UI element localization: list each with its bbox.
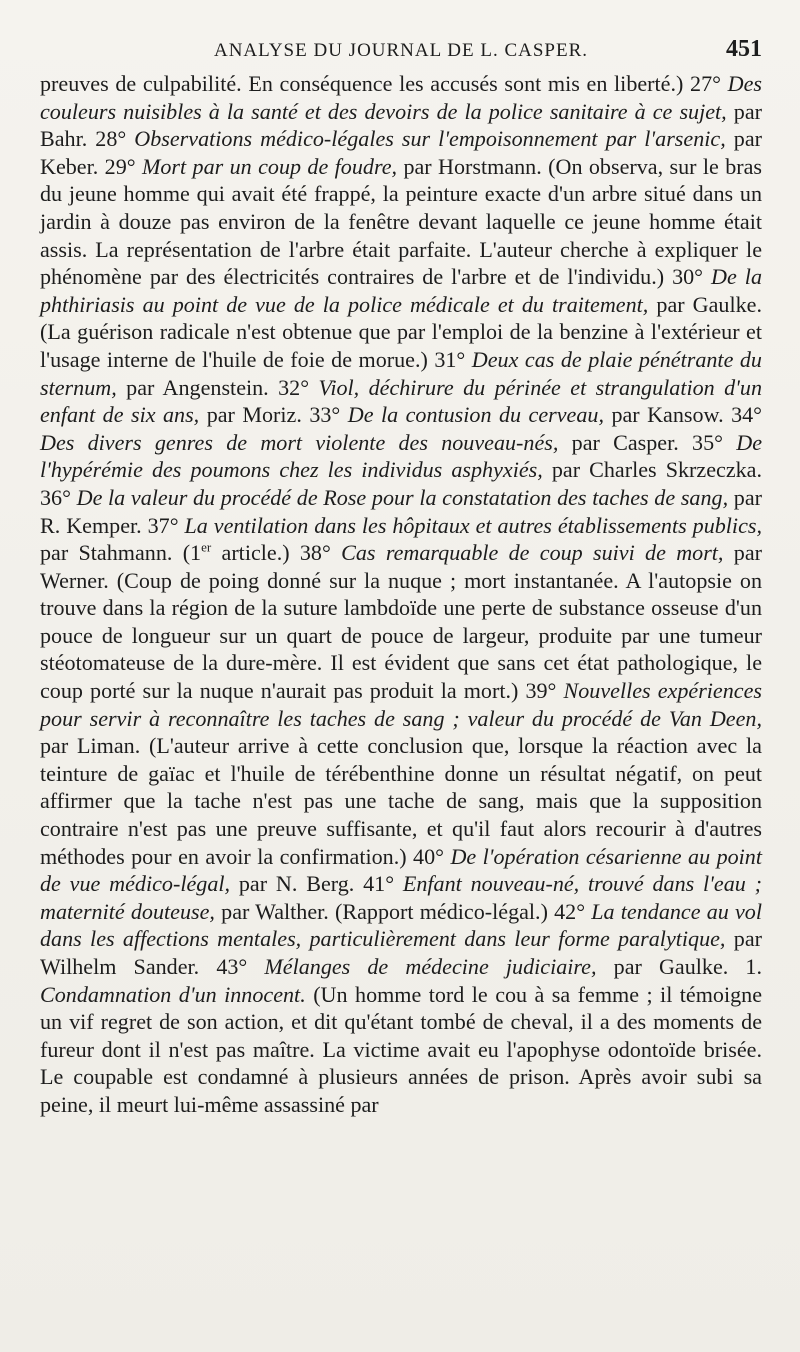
article-title: La tendance au vol dans les affections mentales, particulièrement dans leur forme paralytique, [40,898,762,952]
article-title: De l'hypérémie des poumons chez les individus asphyxiés, [40,429,762,483]
article-title: Mélanges de médecine judiciaire, [264,954,597,979]
text-run: par Gaulke. (La guérison radicale n'est obtenue que par l'emploi de la benzine à l'extérieur et l'usage interne de l'huile de foie de morue.) 31° [40,291,762,372]
text-run: article.) 38° [211,540,331,566]
article-title: Cas remarquable de coup suivi de mort, [341,540,724,566]
body-text [40,70,762,1119]
text-run: par N. Berg. 41° [238,871,395,897]
running-header [40,30,762,70]
text-run: par Keber. 29° [40,126,762,179]
text-run: par Werner. (Coup de poing donné sur la nuque ; mort instantanée. A l'autopsie on trouve dans la région de la suture lambdoïde une perte de substance osseuse d'un pouce de longueur sur un quart de pouce de largeur, produite par une tumeur stéotomateuse de la dure-mère. Il est évident que sans cet état pathologique, le coup porté sur la nuque n'aurait pas produit la mort.) 39° [40,540,762,704]
text-run: par Gaulke. 1. [613,954,762,979]
article-title: De la contusion du cerveau, [347,402,604,428]
text-run: preuves de culpabilité. En conséquence les accusés sont mis en liberté.) 27° [40,71,721,96]
article-title: Des couleurs nuisibles à la santé et des devoirs de la police sanitaire à ce sujet, [40,71,762,124]
article-title: Condamnation d'un innocent. [40,981,306,1007]
text-run: par Wilhelm Sander. 43° [40,926,762,979]
article-title: Enfant nouveau-né, trouvé dans l'eau ; maternité douteuse, [40,871,762,924]
text-run: par Casper. 35° [571,429,723,455]
text-run: par Walther. (Rapport médico-légal.) 42° [221,898,586,924]
text-run: (Un homme tord le cou à sa femme ; il témoigne un vif regret de son action, et dit qu'étant tombé de cheval, il a des moments de fureur dont il n'est pas maître. La victime avait eu l'apophyse odontoïde brisée. Le coupable est condamné à plusieurs années de prison. Après avoir subi sa peine, il meurt lui-même assassiné par [40,981,763,1117]
article-title: De la valeur du procédé de Rose pour la constatation des taches de sang, [76,484,729,510]
running-title: ANALYSE DU JOURNAL DE L. CASPER. [213,40,589,61]
text-run: par Moriz. 33° [206,402,341,428]
text-run: par Charles Skrzeczka. 36° [40,457,762,510]
article-title: De l'opération césarienne au point de vue médico-légal, [40,843,762,897]
article-title: Des divers genres de mort violente des nouveau-nés, [40,429,559,455]
page-number: 451 [726,36,762,62]
text-run: par Kansow. 34° [611,402,762,428]
text-run: par Angenstein. 32° [126,374,310,400]
article-title: Viol, déchirure du périnée et strangulation d'un enfant de six ans, [40,374,762,428]
text-run: par Bahr. 28° [40,98,762,152]
article-title: Deux cas de plaie pénétrante du sternum, [40,346,762,400]
article-title: La ventilation dans les hôpitaux et autres établissements publics, [184,512,762,538]
superscript: er [201,539,212,555]
article-title: Observations médico-légales sur l'empoisonnement par l'arsenic, [134,126,726,152]
article-title: Nouvelles expériences pour servir à reconnaître les taches de sang ; valeur du procédé de Van Deen, [40,678,762,731]
article-title: De la phthiriasis au point de vue de la police médicale et du traitement, [40,264,762,317]
text-run: par R. Kemper. 37° [40,484,762,538]
text-run: par Liman. (L'auteur arrive à cette conclusion que, lorsque la réaction avec la teinture de gaïac et l'huile de térébenthine donne un résultat négatif, on peut affirmer que la tache n'est pas une tache de sang, mais que la supposition contraire n'est pas une preuve suffisante, et qu'il faut alors recourir à d'autres méthodes pour en avoir la confirmation.) 40° [40,733,762,869]
text-run: par Stahmann. (1 [40,540,202,566]
article-title: Mort par un coup de foudre, [141,153,398,179]
text-run: par Horstmann. (On observa, sur le bras du jeune homme qui avait été frappé, la peinture exacte d'un arbre situé dans un jardin à douze pas environ de la fenêtre devant laquelle ce jeune homme était assis. La représentation de l'arbre était parfaite. L'auteur cherche à expliquer le phénomène par des électricités contraires de l'arbre et de l'individu.) 30° [40,153,763,290]
